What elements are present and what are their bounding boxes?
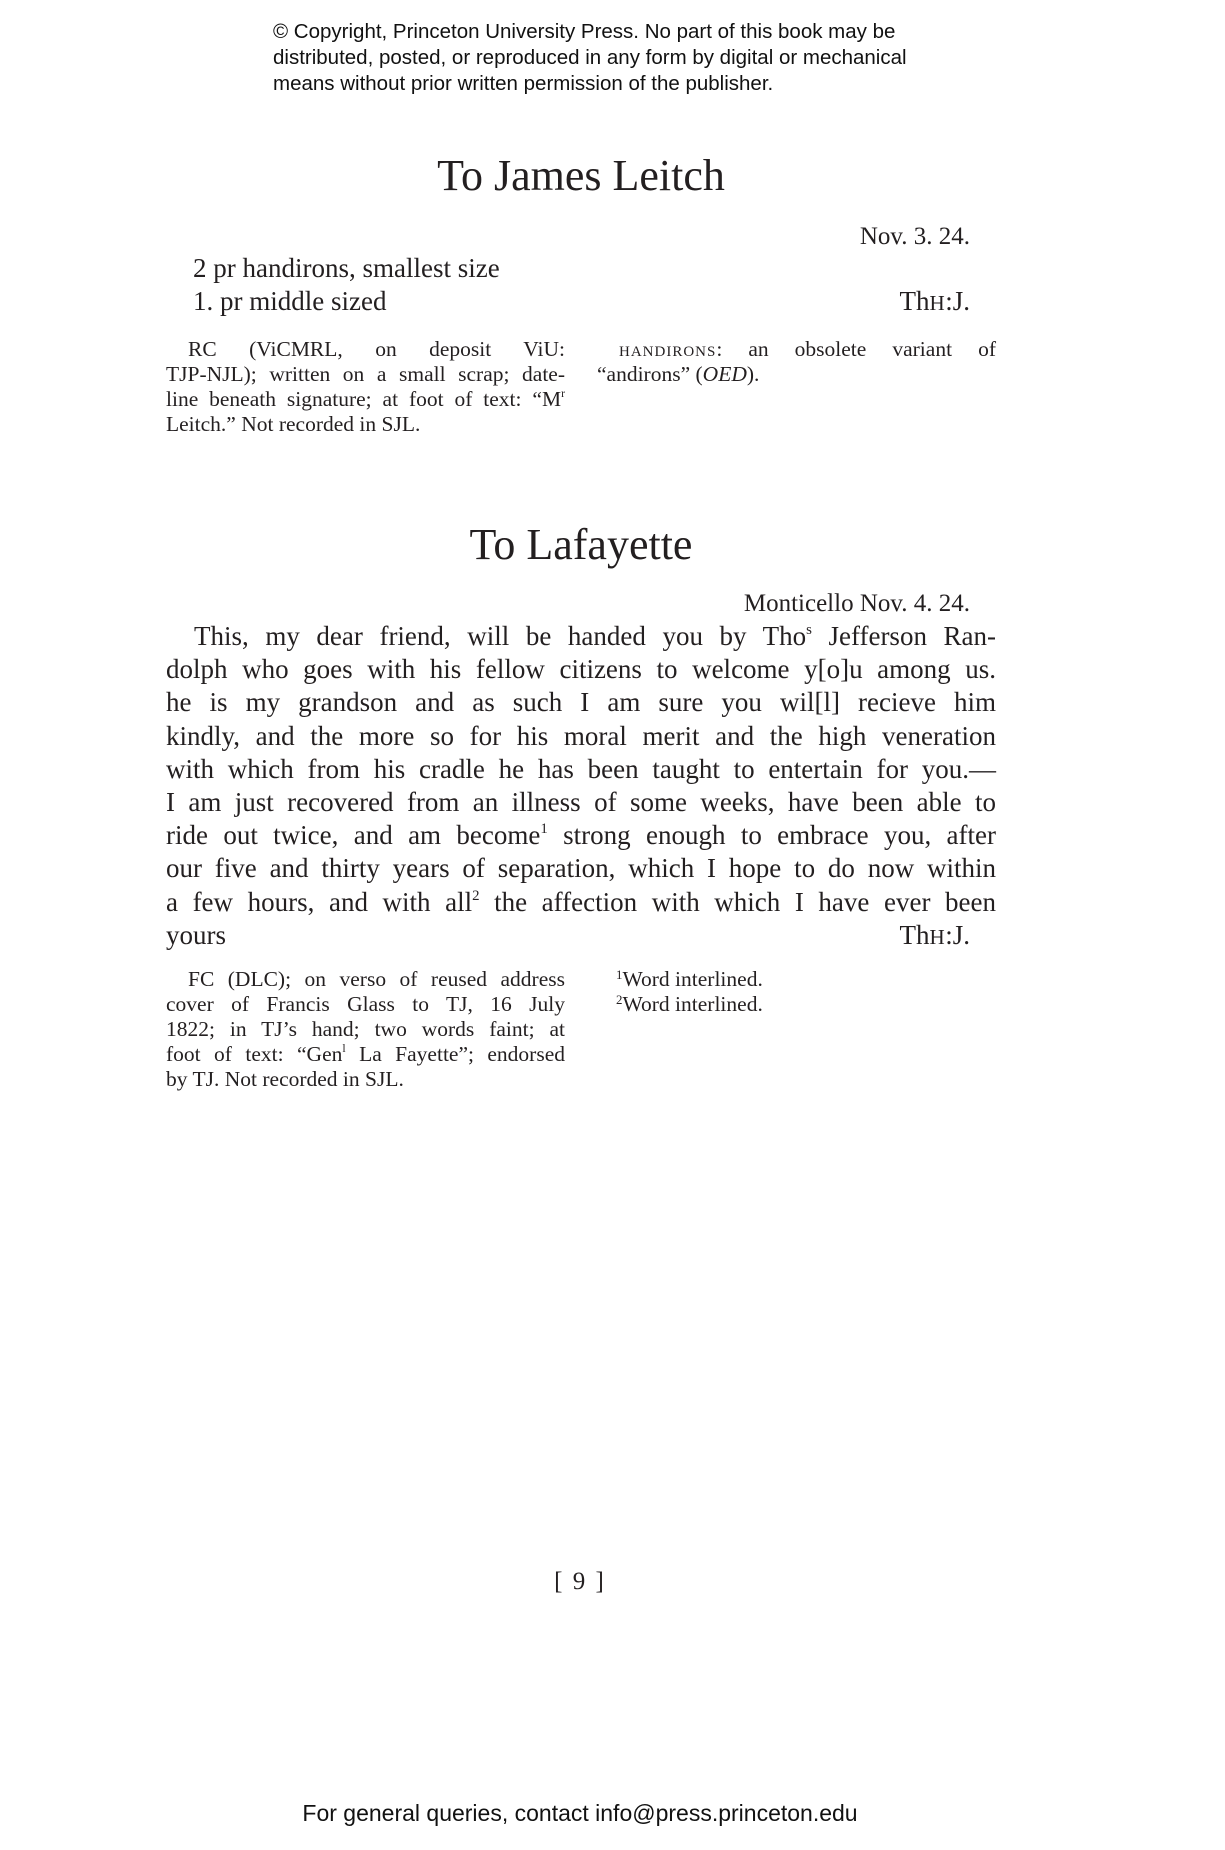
letter-title: To James Leitch [437,151,725,200]
copyright-notice [273,19,1013,97]
body-line: ride out twice, and am become$^1$ strong enough to embrace you, after [166,820,997,851]
source-note: FC (DLC); on verso of reused address cover of Francis Glass to TJ, 16 July 1822; in TJ’s hand; two words faint; at foot of text: “Gen$^l$ La Fayette”; endorsed by TJ. Not recorded in SJL. [166,967,566,1091]
body-line: yours [166,919,226,950]
footnote: $^1$Word interlined. [616,967,763,991]
page-number: [ 9 ] [554,1568,606,1595]
body-line: dolph who goes with his fellow citizens to welcome y[o]u among us. [166,654,996,685]
footnotes [616,967,763,1017]
signature: ThH:J. [899,920,970,950]
footer-contact: For general queries, contact info@press.princeton.edu [302,1800,858,1826]
letter-title: To Lafayette [469,520,693,569]
body-line: kindly, and the more so for his moral merit and the high veneration [166,720,996,751]
item-line: 2 pr handirons, smallest size [193,253,500,283]
item-line: 1. pr middle sized [193,286,387,316]
body-line: with which from his cradle he has been taught to entertain for you.— [166,753,996,784]
body-line: I am just recovered from an illness of some weeks, have been able to [166,786,996,817]
footnote: $^2$Word interlined. [616,992,763,1016]
copyright-line: © Copyright, Princeton University Press. No part of this book may be [273,20,896,43]
source-note: RC (ViCMRL, on deposit ViU: TJP-NJL); written on a small scrap; date- line beneath signature; at foot of text: “$M^r$ Leitch.” Not recorded in SJL. [166,337,565,436]
body-line: he is my grandson and as such I am sure you wil[l] recieve him [166,687,996,718]
gloss-note: handirons: an obsolete variant of “andirons” (OED). [597,337,996,386]
body-line: our five and thirty years of separation, which I hope to do now within [166,853,996,884]
copyright-line: distributed, posted, or reproduced in any form by digital or mechanical [273,46,907,69]
dateline: Monticello Nov. 4. 24. [743,590,970,617]
copyright-line: means without prior written permission of the publisher. [273,72,774,95]
body-line: a few hours, and with all$^2$ the affection with which I have ever been [166,886,996,917]
signature: ThH:J. [899,286,970,316]
dateline: Nov. 3. 24. [859,223,970,250]
body-line: This, my dear friend, will be handed you by Tho$^s$ Jefferson Ran- [194,621,997,651]
letter-body [166,620,996,952]
